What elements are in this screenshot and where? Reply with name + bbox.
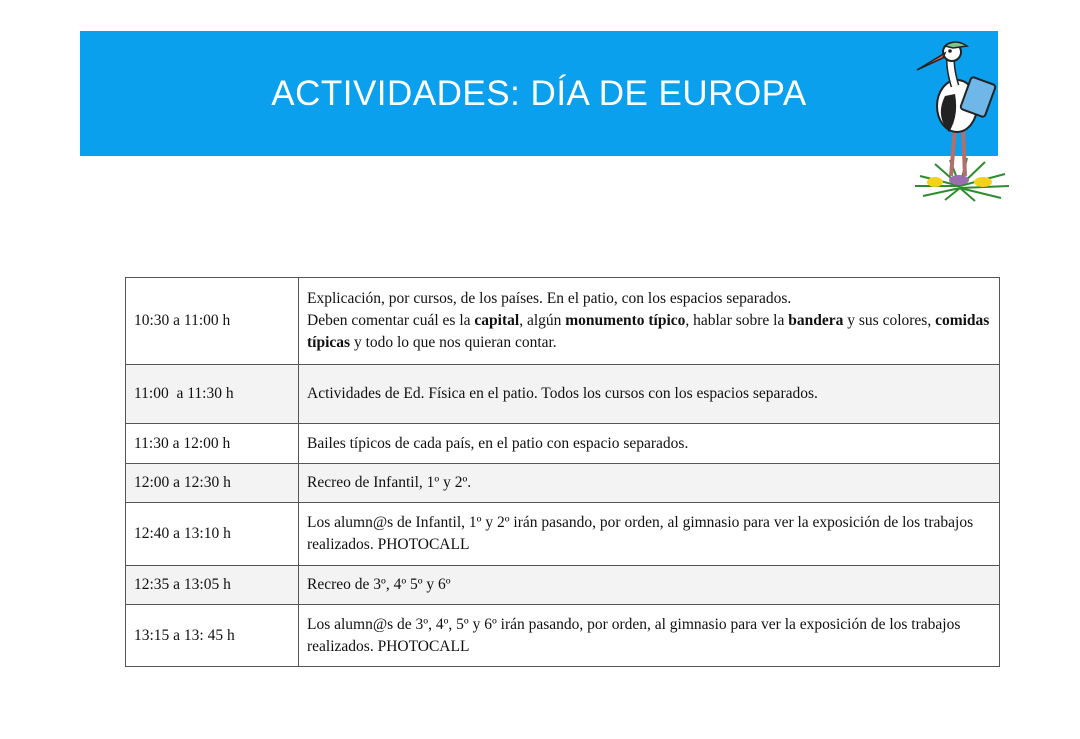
header-banner bbox=[80, 31, 998, 156]
time-cell: 12:40 a 13:10 h bbox=[126, 503, 299, 566]
activity-text: , algún bbox=[519, 312, 566, 329]
keyword-comidas: comidas típicas bbox=[307, 312, 990, 351]
time-cell: 13:15 a 13: 45 h bbox=[126, 605, 299, 667]
activity-cell: Recreo de 3º, 4º 5º y 6º bbox=[299, 566, 1000, 605]
activity-text: Explicación, por cursos, de los países. En el patio, con los espacios separados. bbox=[307, 290, 792, 307]
table-row bbox=[126, 464, 1000, 503]
keyword-bandera: bandera bbox=[788, 312, 844, 329]
activity-cell: Los alumn@s de 3º, 4º, 5º y 6º irán pasando, por orden, al gimnasio para ver la exposición de los trabajos realizados. PHOTOCALL bbox=[299, 605, 1000, 667]
page-title: ACTIVIDADES: DÍA DE EUROPA bbox=[271, 74, 807, 113]
time-cell: 10:30 a 11:00 h bbox=[126, 278, 299, 365]
keyword-monumento: monumento típico bbox=[565, 312, 686, 329]
time-cell: 11:30 a 12:00 h bbox=[126, 424, 299, 464]
activity-cell: Bailes típicos de cada país, en el patio con espacio separados. bbox=[299, 424, 1000, 464]
table-row bbox=[126, 566, 1000, 605]
activity-cell bbox=[299, 278, 1000, 365]
table-row bbox=[126, 605, 1000, 667]
time-cell: 12:35 a 13:05 h bbox=[126, 566, 299, 605]
activity-cell: Actividades de Ed. Física en el patio. Todos los cursos con los espacios separados. bbox=[299, 365, 1000, 424]
activity-text: y todo lo que nos quieran contar. bbox=[350, 334, 557, 351]
table-row bbox=[126, 424, 1000, 464]
table-row bbox=[126, 503, 1000, 566]
table-row bbox=[126, 278, 1000, 365]
table-row bbox=[126, 365, 1000, 424]
activity-cell: Recreo de Infantil, 1º y 2º. bbox=[299, 464, 1000, 503]
keyword-capital: capital bbox=[474, 312, 520, 329]
stork-mascot-icon bbox=[905, 36, 1015, 204]
activity-text: Deben comentar cuál es la bbox=[307, 312, 475, 329]
activity-text: , hablar sobre la bbox=[685, 312, 789, 329]
activity-cell: Los alumn@s de Infantil, 1º y 2º irán pasando, por orden, al gimnasio para ver la exposición de los trabajos realizados. PHOTOCALL bbox=[299, 503, 1000, 566]
time-cell: 12:00 a 12:30 h bbox=[126, 464, 299, 503]
time-cell: 11:00 a 11:30 h bbox=[126, 365, 299, 424]
activities-schedule-table bbox=[125, 277, 1000, 667]
activity-text: y sus colores, bbox=[843, 312, 936, 329]
